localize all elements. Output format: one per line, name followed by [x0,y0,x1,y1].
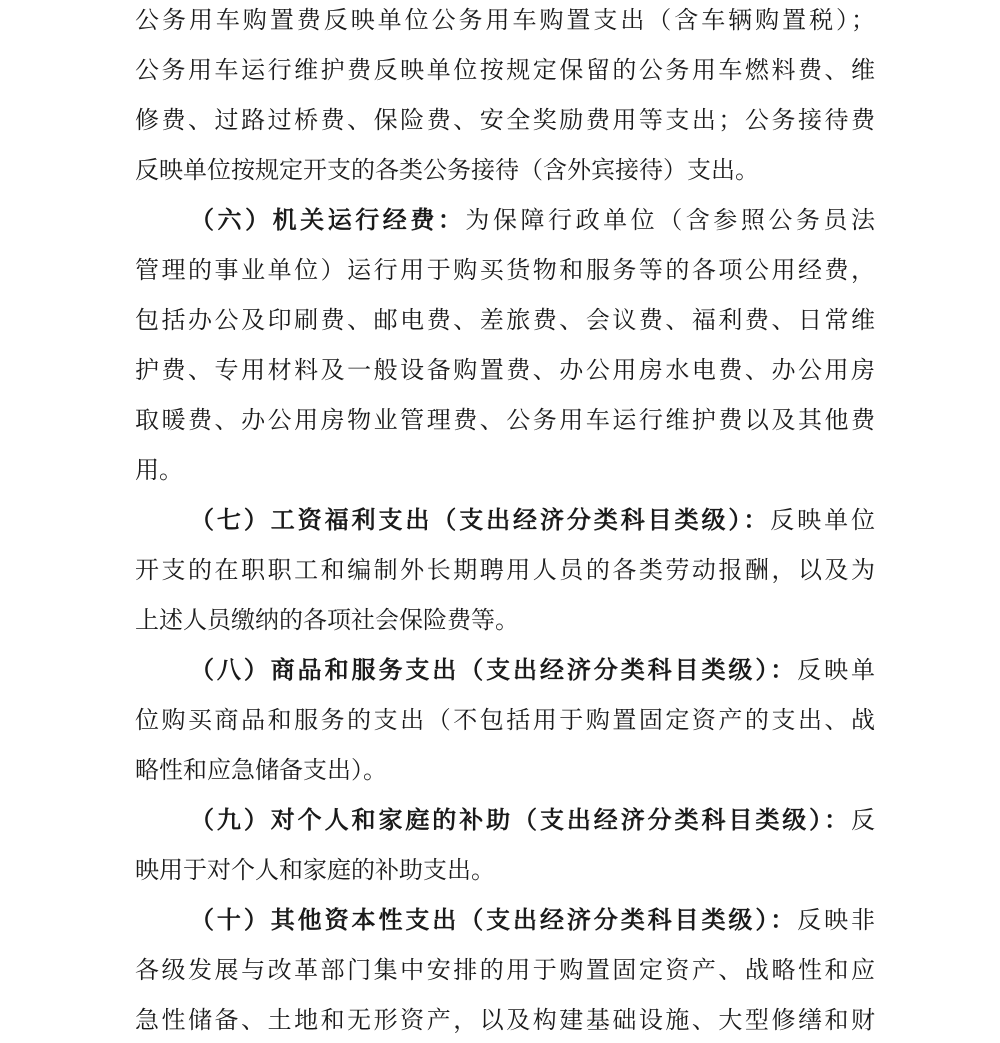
text-line-8 [135,350,875,400]
section-heading-10 [190,900,875,950]
line-text: 略性和应急储备支出）。 [135,756,387,784]
heading-text: （七）工资福利支出（支出经济分类科目类级）： [190,506,771,534]
line-text: 上述人员缴纳的各项社会保险费等。 [135,606,519,634]
text-line-2 [135,50,875,100]
line-text: 急性储备、土地和无形资产，以及构建基础设施、大型修缮和财 [135,1006,875,1034]
text-line-10 [135,450,875,500]
section-heading-7 [190,500,875,550]
heading-text: （八）商品和服务支出（支出经济分类科目类级）： [190,656,798,684]
heading-text: （十）其他资本性支出（支出经济分类科目类级）： [190,906,798,934]
text-line-7 [135,300,875,350]
line-text: 用。 [135,456,183,484]
text-line-4 [135,150,875,200]
line-text: 反映非 [797,906,876,934]
text-line-15 [135,700,875,750]
line-text: 反映单位 [770,506,876,534]
text-line-13 [135,600,875,650]
line-text: 修费、过路过桥费、保险费、安全奖励费用等支出；公务接待费 [135,106,875,134]
text-line-1 [135,0,875,50]
line-text: 反映单 [797,656,876,684]
line-text: 映用于对个人和家庭的补助支出。 [135,856,495,884]
text-line-20 [135,950,875,1000]
heading-text: （九）对个人和家庭的补助（支出经济分类科目类级）： [190,806,851,834]
line-text: 各级发展与改革部门集中安排的用于购置固定资产、战略性和应 [135,956,875,984]
line-text: 公务用车购置费反映单位公务用车购置支出（含车辆购置税）； [135,6,875,34]
section-heading-6 [190,200,875,250]
text-line-6 [135,250,875,300]
text-line-16 [135,750,875,800]
line-text: 为保障行政单位（含参照公务员法 [465,206,876,234]
line-text: 取暖费、办公用房物业管理费、公务用车运行维护费以及其他费 [135,406,875,434]
line-text: 位购买商品和服务的支出（不包括用于购置固定资产的支出、战 [135,706,875,734]
section-heading-8 [190,650,875,700]
line-text: 管理的事业单位）运行用于购买货物和服务等的各项公用经费， [135,256,875,284]
text-line-3 [135,100,875,150]
line-text: 护费、专用材料及一般设备购置费、办公用房水电费、办公用房 [135,356,875,384]
text-line-18 [135,850,875,900]
line-text: 反 [851,806,875,834]
line-text: 包括办公及印刷费、邮电费、差旅费、会议费、福利费、日常维 [135,306,875,334]
heading-text: （六）机关运行经费： [190,206,466,234]
line-text: 开支的在职职工和编制外长期聘用人员的各类劳动报酬，以及为 [135,556,875,584]
section-heading-9 [190,800,875,850]
text-line-9 [135,400,875,450]
line-text: 公务用车运行维护费反映单位按规定保留的公务用车燃料费、维 [135,56,875,84]
text-line-21 [135,1000,875,1043]
line-text: 反映单位按规定开支的各类公务接待（含外宾接待）支出。 [135,156,759,184]
text-line-12 [135,550,875,600]
